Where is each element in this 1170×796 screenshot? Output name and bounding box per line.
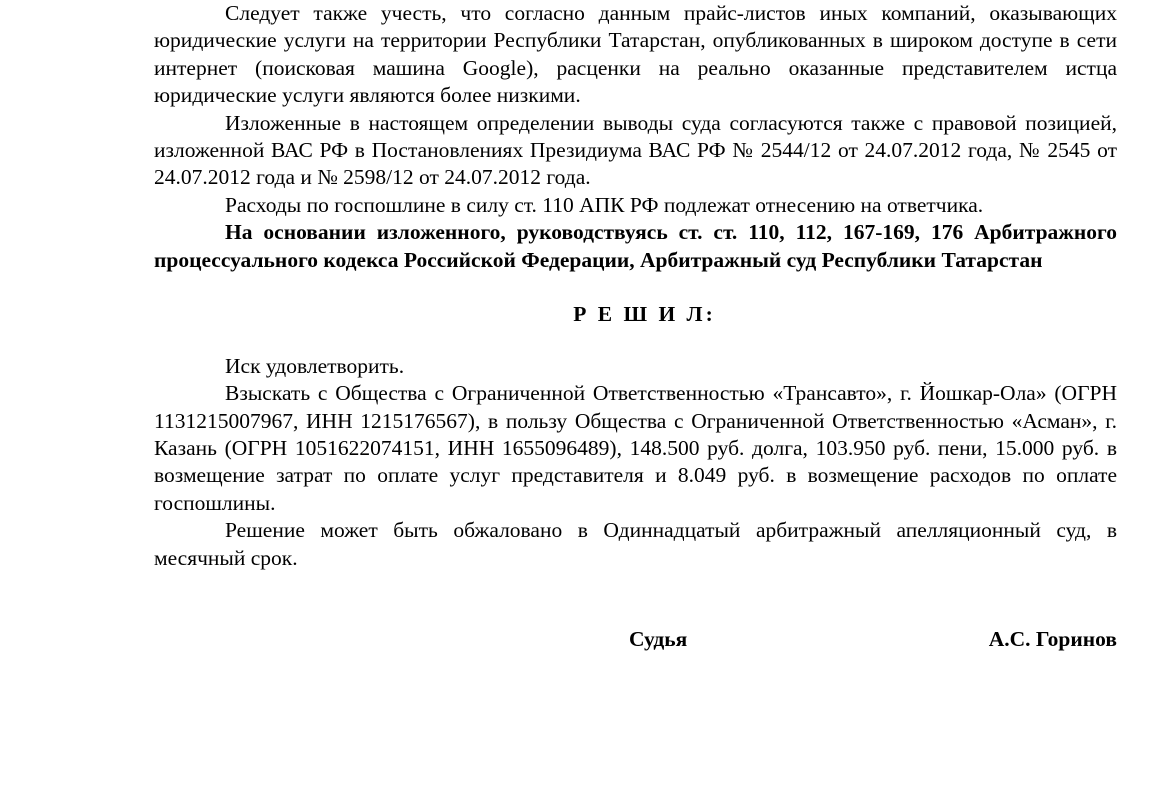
signature-block <box>154 626 1117 654</box>
paragraph-state-duty: Расходы по госпошлине в силу ст. 110 АПК РФ подлежат отнесению на ответчика. <box>225 192 984 217</box>
paragraph-price-lists: Следует также учесть, что согласно данным прайс-листов иных компаний, оказывающих юридические услуги на территории Республики Татарстан, опубликованных в широком доступе в сети интернет (поисковая машина Google), расценки на реально оказанные представителем истца юридические услуги являются более низкими. <box>154 1 1117 108</box>
spacer <box>154 274 1117 301</box>
paragraph-claim-granted: Иск удовлетворить. <box>225 353 405 378</box>
paragraph-legal-position: Изложенные в настоящем определении выводы суда согласуются также с правовой позицией, изложенной ВАС РФ в Постановлениях Президиума ВАС РФ № 2544/12 от 24.07.2012 года, № 2545 от 24.07.2012 года и № 2598/12 от 24.07.2012 года. <box>154 110 1117 190</box>
paragraph-appeal: Решение может быть обжаловано в Одиннадцатый арбитражный апелляционный суд, в месячный срок. <box>154 518 1117 570</box>
spacer <box>154 572 1117 626</box>
paragraph-basis: На основании изложенного, руководствуясь ст. ст. 110, 112, 167-169, 176 Арбитражного процессуального кодекса Российской Федерации, Арбитражный суд Республики Татарстан <box>154 220 1117 272</box>
signature-role: Судья <box>629 627 688 652</box>
signature-name: А.С. Горинов <box>988 627 1117 652</box>
document-page <box>154 0 1117 654</box>
spacer <box>154 329 1117 353</box>
decision-heading: Р Е Ш И Л: <box>573 302 716 327</box>
paragraph-recovery: Взыскать с Общества с Ограниченной Ответственностью «Трансавто», г. Йошкар-Ола» (ОГРН 1131215007967, ИНН 1215176567), в пользу Общества с Ограниченной Ответственностью «Асман», г. Казань (ОГРН 1051622074151, ИНН 1655096489), 148.500 руб. долга, 103.950 руб. пени, 15.000 руб. в возмещение затрат по оплате услуг представителя и 8.049 руб. в возмещение расходов по оплате госпошлины. <box>154 381 1117 515</box>
